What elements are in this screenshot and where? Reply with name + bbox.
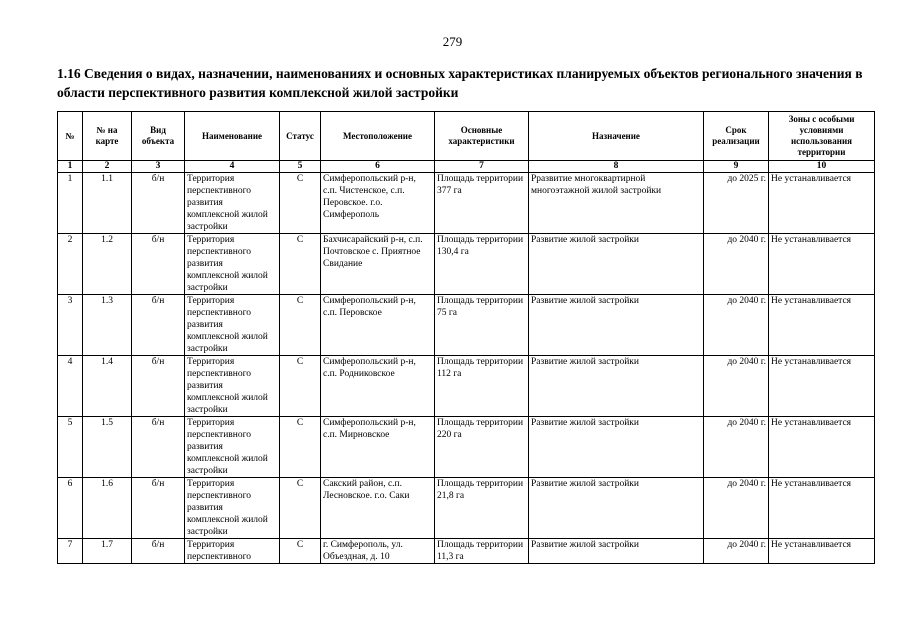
table-cell: Развитие жилой застройки xyxy=(529,356,704,417)
table-cell: Не устанавливается xyxy=(769,417,875,478)
table-cell: Территория перспективного развития комплексной жилой застройки xyxy=(185,295,280,356)
column-number: 2 xyxy=(83,161,132,173)
column-number: 4 xyxy=(185,161,280,173)
column-number: 6 xyxy=(321,161,435,173)
table-cell: Не устанавливается xyxy=(769,478,875,539)
table-cell: Территория перспективного развития комплексной жилой застройки xyxy=(185,234,280,295)
column-header: Назначение xyxy=(529,112,704,161)
table-cell: Площадь территории 112 га xyxy=(435,356,529,417)
table-row xyxy=(58,539,875,564)
table-cell: 1.4 xyxy=(83,356,132,417)
table-cell: Площадь территории 130,4 га xyxy=(435,234,529,295)
table-cell: Не устанавливается xyxy=(769,173,875,234)
column-header: Вид объекта xyxy=(132,112,185,161)
table-cell: Не устанавливается xyxy=(769,234,875,295)
table-cell: С xyxy=(280,295,321,356)
table-cell: Территория перспективного развития комплексной жилой застройки xyxy=(185,173,280,234)
table-cell: С xyxy=(280,234,321,295)
table-row xyxy=(58,295,875,356)
table-cell: до 2040 г. xyxy=(704,478,769,539)
column-number: 5 xyxy=(280,161,321,173)
column-number: 3 xyxy=(132,161,185,173)
column-header: Наименование xyxy=(185,112,280,161)
table-cell: Территория перспективного развития комплексной жилой застройки xyxy=(185,478,280,539)
table-row xyxy=(58,478,875,539)
column-number: 10 xyxy=(769,161,875,173)
column-header: № на карте xyxy=(83,112,132,161)
column-header: Основные характеристики xyxy=(435,112,529,161)
table-cell: до 2040 г. xyxy=(704,295,769,356)
table-cell: 4 xyxy=(58,356,83,417)
table-cell: Территория перспективного xyxy=(185,539,280,564)
table-cell: б/н xyxy=(132,417,185,478)
table-cell: Симферопольский р-н, с.п. Чистенское, с.п. Перовское. г.о. Симферополь xyxy=(321,173,435,234)
table-cell: 1.3 xyxy=(83,295,132,356)
table-cell: 2 xyxy=(58,234,83,295)
table-cell: Развитие жилой застройки xyxy=(529,295,704,356)
table-cell: Не устанавливается xyxy=(769,356,875,417)
table-cell: б/н xyxy=(132,356,185,417)
table-cell: б/н xyxy=(132,173,185,234)
table-cell: Бахчисарайский р-н, с.п. Почтовское с. Приятное Свидание xyxy=(321,234,435,295)
table-cell: Симферопольский р-н, с.п. Родниковское xyxy=(321,356,435,417)
table-cell: г. Симферополь, ул. Объездная, д. 10 xyxy=(321,539,435,564)
objects-table xyxy=(57,111,875,564)
column-number: 9 xyxy=(704,161,769,173)
column-number: 7 xyxy=(435,161,529,173)
table-cell: Площадь территории 21,8 га xyxy=(435,478,529,539)
table-row xyxy=(58,356,875,417)
table-cell: Симферопольский р-н, с.п. Перовское xyxy=(321,295,435,356)
page-number: 279 xyxy=(442,34,463,49)
table-cell: Развитие жилой застройки xyxy=(529,234,704,295)
table-cell: С xyxy=(280,173,321,234)
header-row xyxy=(58,112,875,161)
table-cell: 1.6 xyxy=(83,478,132,539)
table-cell: Территория перспективного развития комплексной жилой застройки xyxy=(185,356,280,417)
table-cell: Площадь территории 377 га xyxy=(435,173,529,234)
table-cell: Площадь территории 220 га xyxy=(435,417,529,478)
column-number: 8 xyxy=(529,161,704,173)
table-cell: 6 xyxy=(58,478,83,539)
table-row xyxy=(58,417,875,478)
table-row xyxy=(58,173,875,234)
table-cell: б/н xyxy=(132,234,185,295)
column-header: Срок реализации xyxy=(704,112,769,161)
table-cell: Рразвитие многоквартирной многоэтажной жилой застройки xyxy=(529,173,704,234)
table-cell: 1.1 xyxy=(83,173,132,234)
table-cell: Не устанавливается xyxy=(769,295,875,356)
table-cell: Территория перспективного развития комплексной жилой застройки xyxy=(185,417,280,478)
table-cell: 1.7 xyxy=(83,539,132,564)
table-cell: Развитие жилой застройки xyxy=(529,478,704,539)
table-cell: С xyxy=(280,478,321,539)
table-cell: до 2040 г. xyxy=(704,356,769,417)
table-cell: б/н xyxy=(132,539,185,564)
table-cell: 1.2 xyxy=(83,234,132,295)
table-cell: до 2040 г. xyxy=(704,417,769,478)
column-header: № xyxy=(58,112,83,161)
table-cell: Площадь территории 75 га xyxy=(435,295,529,356)
column-number: 1 xyxy=(58,161,83,173)
table-cell: 1 xyxy=(58,173,83,234)
column-header: Статус xyxy=(280,112,321,161)
column-header: Зоны с особыми условиями использования территории xyxy=(769,112,875,161)
table-row xyxy=(58,234,875,295)
table-cell: Развитие жилой застройки xyxy=(529,417,704,478)
table-cell: С xyxy=(280,356,321,417)
table-cell: Развитие жилой застройки xyxy=(529,539,704,564)
table-cell: б/н xyxy=(132,478,185,539)
table-cell: Площадь территории 11,3 га xyxy=(435,539,529,564)
document-title: 1.16 Сведения о видах, назначении, наименованиях и основных характеристиках планируемых объектов регионального значения в области перспективного развития комплексной жилой застройки xyxy=(57,66,863,100)
table-cell: до 2025 г. xyxy=(704,173,769,234)
column-header: Местоположение xyxy=(321,112,435,161)
table-cell: С xyxy=(280,417,321,478)
table-cell: 5 xyxy=(58,417,83,478)
table-cell: 7 xyxy=(58,539,83,564)
column-number-row xyxy=(58,161,875,173)
table-cell: до 2040 г. xyxy=(704,539,769,564)
table-cell: 3 xyxy=(58,295,83,356)
table-cell: б/н xyxy=(132,295,185,356)
table-cell: Сакский район, с.п. Лесновское. г.о. Саки xyxy=(321,478,435,539)
table-cell: до 2040 г. xyxy=(704,234,769,295)
table-cell: Симферопольский р-н, с.п. Мирновское xyxy=(321,417,435,478)
table-cell: С xyxy=(280,539,321,564)
table-cell: Не устанавливается xyxy=(769,539,875,564)
table-cell: 1.5 xyxy=(83,417,132,478)
